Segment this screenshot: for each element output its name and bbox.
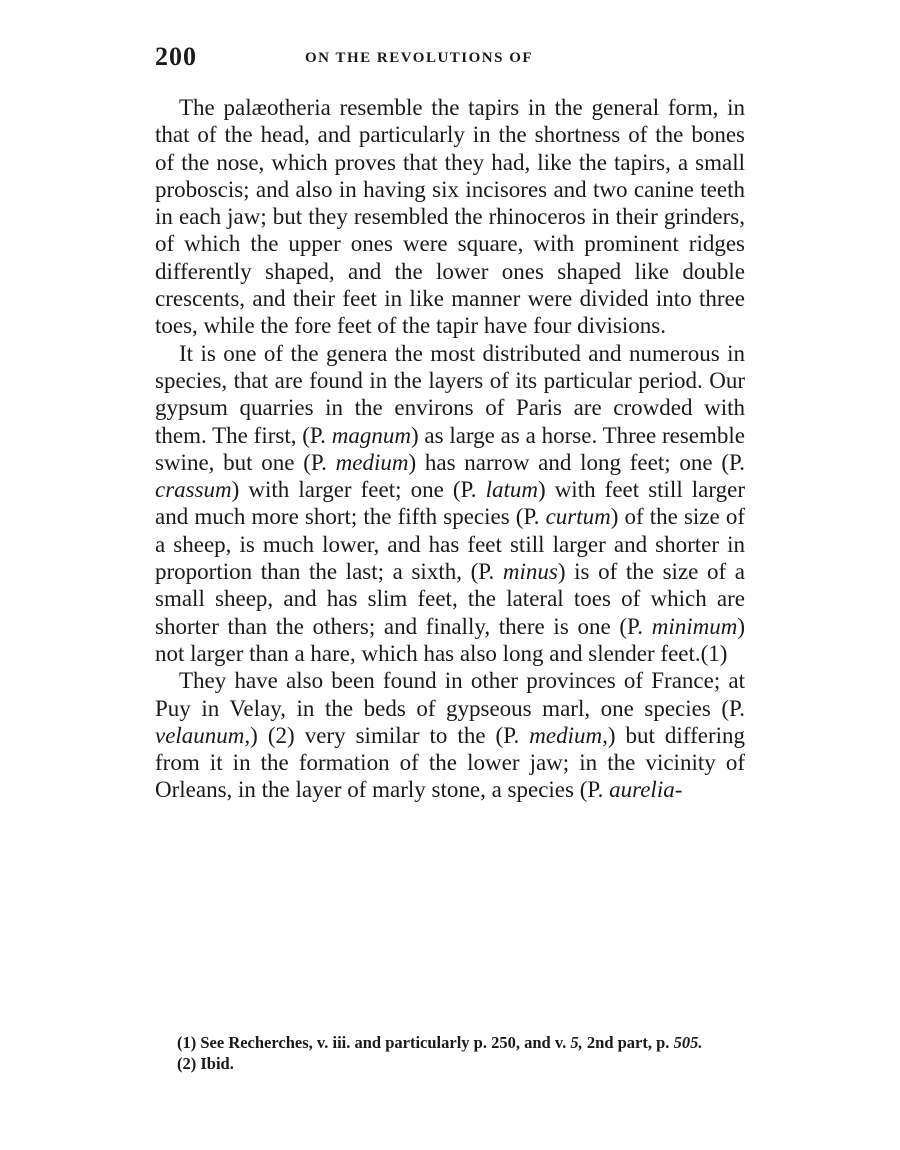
p2-text-5: ) with feet still larger and much more short; the fifth species (P. [155, 477, 745, 530]
footnote-1-text-1: (1) See Recherches, v. iii. and particularly p. 250, and v. [177, 1033, 571, 1052]
p2-text-8: ) not larger than a hare, which has also long and slender feet.(1) [155, 613, 745, 666]
p2-text-7: ) is of the size of a small sheep, and has slim feet, the lateral toes of which are shorter than the others; and finally, there is one (P. [155, 559, 745, 639]
p2-text-6: ) of the size of a sheep, is much lower, and has feet still larger and shorter in proportion than the last; a sixth, (P. [155, 504, 745, 585]
species-minimum: minimum [651, 613, 738, 639]
footnotes [155, 1032, 745, 1074]
footnote-2: (2) Ibid. [177, 1054, 234, 1073]
footnote-1-text-2: 2nd part, p. [582, 1033, 674, 1052]
page-header [155, 42, 745, 78]
footnote-1 [155, 1032, 745, 1053]
body-text [155, 94, 745, 804]
p2-text-3: ) has narrow and long feet; one (P. [408, 449, 745, 475]
p3-text-3: ) but differing from it in the formation of the lower jaw; in the vicinity of Orleans, in the layer of marly stone, a species (P. [155, 722, 745, 803]
footnote-1-page: 505. [673, 1033, 703, 1052]
paragraph-3 [155, 667, 745, 803]
species-magnum: magnum [331, 422, 411, 448]
species-velaunum: velaunum, [155, 722, 251, 748]
paragraph-1: The palæotheria resemble the tapirs in the general form, in that of the head, and particularly in the shortness of the bones of the nose, which proves that they had, like the tapirs, a small proboscis; and also in having six incisores and two canine teeth in each jaw; but they resembled the rhinoceros in their grinders, of which the upper ones were square, with prominent ridges differently shaped, and the lower ones shaped like double crescents, and their feet in like manner were divided into three toes, while the fore feet of the tapir have four divisions. [155, 95, 745, 339]
species-latum: latum [485, 477, 538, 503]
species-aurelia: aurelia- [609, 777, 683, 803]
paragraph-2 [155, 340, 745, 668]
page-number: 200 [155, 42, 197, 71]
p2-text-2: ) as large as a horse. Three resemble swine, but one (P. [155, 422, 745, 475]
p2-text-1: It is one of the genera the most distributed and numerous in species, that are found in the layers of its particular period. Our gypsum quarries in the environs of Paris are crowded with them. The first, (P. [155, 340, 745, 448]
species-minus: minus [502, 559, 558, 585]
species-medium: medium [335, 449, 409, 475]
running-head: ON THE REVOLUTIONS OF [305, 50, 534, 66]
p2-text-4: ) with larger feet; one (P. [231, 477, 486, 503]
footnote-1-volume: 5, [570, 1033, 583, 1052]
species-crassum: crassum [155, 477, 232, 503]
p3-text-1: They have also been found in other provinces of France; at Puy in Velay, in the beds of gypseous marl, one species (P. [155, 668, 745, 721]
p3-text-2: ) (2) very similar to the (P. [250, 722, 530, 748]
species-curtum: curtum [545, 504, 611, 530]
species-medium-ref: medium, [529, 722, 608, 748]
